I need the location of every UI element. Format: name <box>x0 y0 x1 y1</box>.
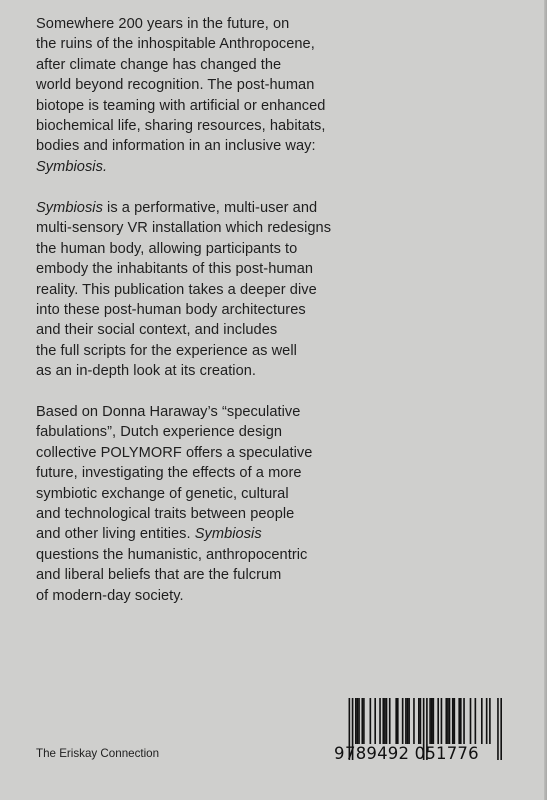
barcode-bar <box>361 698 363 744</box>
barcode-bar <box>441 698 443 744</box>
isbn-digits: 789492 051776 <box>345 744 479 763</box>
barcode-bar <box>486 698 488 744</box>
text-line: the full scripts for the experience as well <box>36 342 297 359</box>
text-line: into these post-human body architectures <box>36 302 306 319</box>
barcode-bar <box>463 698 465 744</box>
barcode-bar <box>397 698 399 744</box>
barcode-bar <box>413 698 415 744</box>
text-line: biochemical life, sharing resources, habitats, <box>36 118 326 135</box>
text-line: the ruins of the inhospitable Anthropocene, <box>36 36 315 53</box>
text-line: world beyond recognition. The post-human <box>36 77 315 94</box>
barcode-bar <box>447 698 449 744</box>
barcode-bar <box>418 698 420 744</box>
barcode-bar <box>395 698 397 744</box>
text-line: and their social context, and includes <box>36 322 278 339</box>
text-line: and other living entities. Symbiosis <box>36 526 262 543</box>
blurb-paragraph-3 <box>36 402 376 606</box>
barcode-bar <box>429 698 431 744</box>
blurb-paragraph-1 <box>36 14 376 177</box>
barcode-bar <box>384 698 386 744</box>
isbn-number <box>334 744 506 763</box>
barcode-bar <box>374 698 376 744</box>
barcode-bar <box>454 698 456 744</box>
text-line: fabulations”, Dutch experience design <box>36 424 283 441</box>
text-line: reality. This publication takes a deeper dive <box>36 281 317 298</box>
barcode-bar <box>370 698 372 744</box>
barcode-bar <box>357 698 359 744</box>
barcode-bar <box>458 698 460 744</box>
barcode-bar <box>420 698 422 744</box>
isbn-lead-digit: 9 <box>334 744 345 763</box>
barcode-bar <box>481 698 483 744</box>
barcode-bar <box>452 698 454 744</box>
blurb-paragraph-2 <box>36 198 376 382</box>
barcode-bar <box>386 698 388 744</box>
barcode-bar <box>408 698 410 744</box>
barcode-bar <box>470 698 472 744</box>
barcode-bar <box>379 698 381 744</box>
barcode-bar <box>355 698 357 744</box>
barcode-bar <box>433 698 435 744</box>
barcode-bar <box>445 698 447 744</box>
text-line: after climate change has changed the <box>36 56 282 73</box>
text-line: Based on Donna Haraway’s “speculative <box>36 404 301 420</box>
text-line: multi-sensory VR installation which redesigns <box>36 220 332 237</box>
text-line: future, investigating the effects of a more <box>36 465 302 482</box>
barcode-bar <box>449 698 451 744</box>
text-line: Somewhere 200 years in the future, on <box>36 16 290 32</box>
publisher-name: The Eriskay Connection <box>36 747 160 760</box>
text-line: as an in-depth look at its creation. <box>36 363 257 380</box>
text-line: Symbiosis is a performative, multi-user and <box>36 200 318 216</box>
text-line: of modern-day society. <box>36 587 184 604</box>
text-line: bodies and information in an inclusive way: <box>36 138 316 155</box>
barcode-bar <box>431 698 433 744</box>
barcode-bar <box>437 698 439 744</box>
barcode-bar <box>363 698 365 744</box>
barcode-bar <box>389 698 391 744</box>
barcode-bar <box>460 698 462 744</box>
barcode-bar <box>475 698 477 744</box>
text-line: and liberal beliefs that are the fulcrum <box>36 567 282 584</box>
text-line: Symbiosis. <box>36 158 108 175</box>
text-line: symbiotic exchange of genetic, cultural <box>36 485 289 502</box>
barcode-bar <box>402 698 404 744</box>
text-line: and technological traits between people <box>36 506 295 523</box>
barcode-bar <box>382 698 384 744</box>
text-line: the human body, allowing participants to <box>36 240 298 257</box>
barcode-bar <box>358 698 360 744</box>
text-line: questions the humanistic, anthropocentric <box>36 546 308 563</box>
text-line: embody the inhabitants of this post-human <box>36 261 314 278</box>
barcode-bar <box>405 698 407 744</box>
barcode-bar <box>489 698 491 744</box>
text-line: collective POLYMORF offers a speculative <box>36 444 313 461</box>
text-line: biotope is teaming with artificial or enhanced <box>36 97 326 114</box>
barcode-bar <box>407 698 409 744</box>
